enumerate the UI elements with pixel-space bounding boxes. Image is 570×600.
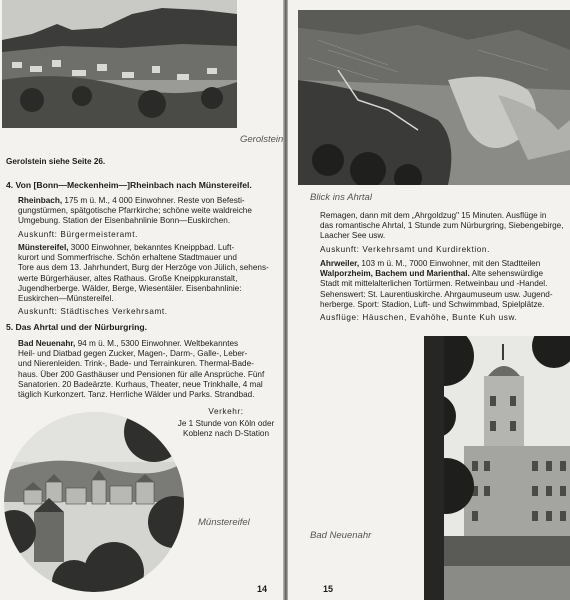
neuenahr-name: Bad Neuenahr, [18, 339, 76, 348]
rheinbach-text: Umgebung. Station der Eisenbahnlinie Bonn—Euskirchen. [18, 216, 231, 226]
muenstereifel-info: Auskunft: Städtisches Verkehrsamt. [18, 307, 168, 317]
photo-muenstereifel [4, 412, 184, 592]
ahrweiler-block [320, 259, 570, 323]
right-page [288, 0, 570, 600]
muenstereifel-text: werte Bürgerhäuser, altes Rathaus. Große Kneippkuranstalt, [18, 273, 238, 283]
see-page-note: Gerolstein siehe Seite 26. [6, 157, 106, 166]
muenstereifel-text: Jugendherberge. Wälder, Berge, Wiesentäler. Eisenbahnlinie: [18, 283, 242, 293]
page-number-right: 15 [323, 584, 334, 594]
caption-ahrtal: Blick ins Ahrtal [310, 192, 372, 203]
ahrweiler-districts: Walporzheim, Bachem und Marienthal. [320, 269, 470, 279]
photo-bad-neuenahr [424, 336, 570, 600]
neuenahr-text: haus. Über 200 Gasthäuser und Pensionen für alle Ansprüche. Fünf [18, 369, 265, 379]
muenstereifel-text: 3000 Einwohner, bekanntes Kneippbad. Luft- [68, 243, 235, 252]
neuenahr-text: Heil- und Diatbad gegen Zucker, Magen-, Darm-, Galle-, Leber- [18, 349, 248, 359]
section-5-heading: 5. Das Ahrtal und der Nürburgring. [6, 322, 148, 332]
rheinbach-text: 175 m ü. M., 4 000 Einwohner. Reste von Befesti- [62, 196, 245, 205]
neuenahr-text: und Nierenleiden. Trink-, Bade- und Terrainkuren. Thermal-Bade- [18, 359, 254, 369]
caption-bad-neuenahr: Bad Neuenahr [310, 530, 372, 541]
ahrweiler-text: 103 m ü. M., 7000 Einwohner, mit den Stadtteilen [359, 259, 541, 268]
left-page [0, 0, 283, 600]
rheinbach-name: Rheinbach, [18, 196, 63, 205]
photo-gerolstein [2, 0, 237, 128]
muenstereifel-block [18, 243, 276, 317]
muenstereifel-text: kurort und Sommerfrische. Schön erhaltene Stadtmauer und [18, 253, 237, 263]
remagen-info: Auskunft: Verkehrsamt und Kurdirektion. [320, 244, 490, 254]
neuenahr-text: Sanatorien. 20 Badeärzte. Kurhaus, Theater, neue Trinkhalle, 4 mal [18, 379, 263, 389]
rheinbach-info: Auskunft: Bürgermeisteramt. [18, 229, 138, 239]
ahrweiler-text: Stadt mit mittelalterlichen Tortürmen. Retweinbau und -Handel. [320, 279, 548, 289]
remagen-block [320, 211, 570, 255]
remagen-text: Remagen, dann mit dem „Ahrgoldzug" 15 Minuten. Ausflüge in [320, 211, 547, 220]
page-number-left: 14 [257, 584, 268, 594]
muenstereifel-text: Tore aus dem 13. Jahrhundert, Burg der Herzöge von Jülich, sehens- [18, 263, 269, 273]
verkehr-text: Koblenz nach D-Station [182, 429, 270, 439]
rheinbach-text: gungstürmen, spätgotische Pfarrkirche; schöne weite waldreiche [18, 206, 252, 216]
muenstereifel-name: Münstereifel, [18, 243, 69, 252]
muenstereifel-text: Euskirchen—Münstereifel. [18, 294, 114, 304]
caption-muenstereifel: Münstereifel [198, 517, 250, 528]
ahrweiler-trips: Ausflüge: Häuschen, Evahöhe, Bunte Kuh usw. [320, 313, 518, 323]
verkehr-block [170, 407, 282, 440]
ahrweiler-text: herberge. Sport: Stadion, Luft- und Schwimmbad, Spielplätze. [320, 299, 545, 309]
neuenahr-text: 94 m ü. M., 5300 Einwohner. Weltbekanntes [75, 339, 239, 348]
remagen-text: das romantische Ahrtal, 1 Stunde zum Nürburgring, Siebengebirge, [320, 221, 564, 231]
neuenahr-block [18, 339, 276, 400]
ahrweiler-name: Ahrweiler, [320, 259, 360, 268]
rheinbach-block [18, 196, 276, 240]
photo-ahrtal [298, 10, 570, 185]
neuenahr-text: täglich Kurkonzert. Tanz. Herrliche Wälder und Parks. Strandbad. [18, 390, 255, 400]
ahrweiler-text: Sehenswert: St. Laurentiuskirche. Ahrgaumuseum usw. Jugend- [320, 289, 553, 299]
verkehr-text: Je 1 Stunde von Köln oder [177, 419, 275, 429]
remagen-text: Laacher See usw. [320, 231, 386, 241]
caption-gerolstein: Gerolstein [240, 134, 283, 145]
ahrweiler-text: Alte sehenswürdige [469, 269, 544, 279]
section-4-heading: 4. Von [Bonn—Meckenheim—]Rheinbach nach Münstereifel. [6, 180, 252, 190]
verkehr-label: Verkehr: [208, 407, 244, 416]
